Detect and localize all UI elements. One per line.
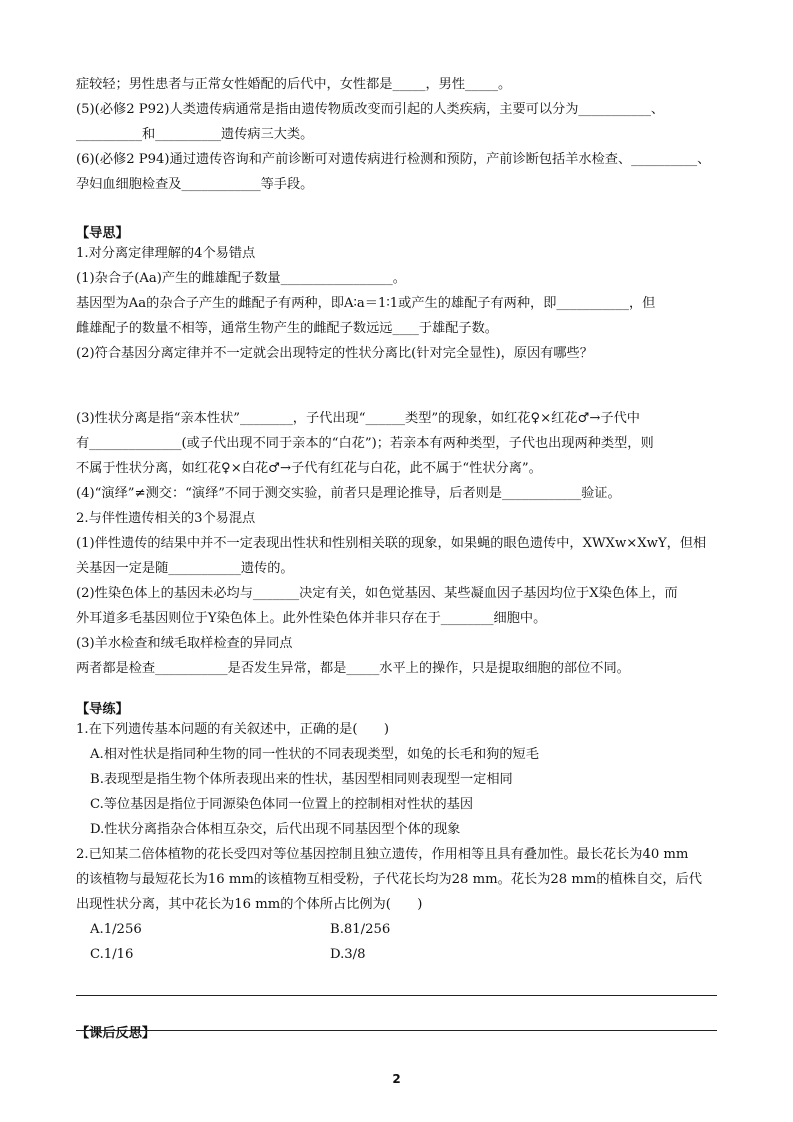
page-number: 2 (392, 1072, 401, 1086)
question-1-option-a: A.相对性状是指同种生物的同一性状的不同表现类型，如兔的长毛和狗的短毛 (90, 747, 539, 762)
reflection-line-2 (76, 1030, 717, 1031)
question-2-stem-b: 的该植物与最短花长为16 mm的该植物互相受粉，子代花长均为28 mm。花长为28 mm的植株自交，后代 (76, 872, 702, 887)
question-2-option-d: D.3/8 (330, 947, 366, 962)
daosi-item-2b: 外耳道多毛基因则位于Y染色体上。此外性染色体并非只存在于________细胞中。 (76, 611, 547, 626)
section-heading-daolian: 【导练】 (76, 702, 129, 717)
question-2-option-b: B.81/256 (330, 922, 391, 937)
intro-line-5: 孕妇血细胞检查及____________等手段。 (76, 177, 314, 192)
daosi-point-3c: 不属于性状分离，如红花♀×白花♂→子代有红花与白花，此不属于“性状分离”。 (76, 461, 542, 476)
question-1-option-c: C.等位基因是指位于同源染色体同一位置上的控制相对性状的基因 (90, 797, 474, 812)
section-heading-daosi: 【导思】 (76, 226, 129, 241)
question-2-stem-a: 2.已知某二倍体植物的花长受四对等位基因控制且独立遗传，作用相等且具有叠加性。最长花长为40 mm (76, 847, 689, 862)
question-2-option-c: C.1/16 (90, 947, 134, 962)
reflection-line-1 (76, 995, 717, 996)
intro-line-3: __________和__________遗传病三大类。 (76, 127, 314, 142)
daosi-item-1b: 关基因一定是随___________遗传的。 (76, 561, 294, 576)
daosi-point-3a: (3)性状分离是指“亲本性状”________，子代出现“______类型”的现象，如红花♀×红花♂→子代中 (76, 411, 640, 426)
daosi-point-2: (2)符合基因分离定律并不一定就会出现特定的性状分离比(针对完全显性)，原因有哪些？ (76, 346, 593, 361)
daosi-item-3-title: (3)羊水检查和绒毛取样检查的异同点 (76, 636, 293, 651)
daosi-subtitle-1: 1.对分离定律理解的4个易错点 (76, 246, 256, 261)
daosi-point-1b: 基因型为Aa的杂合子产生的雌配子有两种，即A∶a＝1∶1或产生的雄配子有两种，即___________，但 (76, 296, 656, 311)
question-1-option-d: D.性状分离指杂合体相互杂交，后代出现不同基因型个体的现象 (90, 822, 461, 837)
daosi-point-1c: 雌雄配子的数量不相等，通常生物产生的雌配子数远远____于雄配子数。 (76, 321, 498, 336)
intro-line-1: 症较轻；男性患者与正常女性婚配的后代中，女性都是_____，男性_____。 (76, 77, 512, 92)
question-1-option-b: B.表现型是指生物个体所表现出来的性状，基因型相同则表现型一定相同 (90, 772, 513, 787)
section-heading-fansi: 【课后反思】 (76, 1026, 156, 1041)
daosi-point-1a: (1)杂合子(Aa)产生的雌雄配子数量_________________。 (76, 271, 406, 286)
daosi-item-1a: (1)伴性遗传的结果中并不一定表现出性状和性别相关联的现象，如果蝇的眼色遗传中，XWXw×XwY，但相 (76, 536, 707, 551)
question-1-stem: 1.在下列遗传基本问题的有关叙述中，正确的是( ) (76, 722, 389, 737)
question-2-stem-c: 出现性状分离，其中花长为16 mm的个体所占比例为( ) (76, 897, 423, 912)
daosi-item-2a: (2)性染色体上的基因未必均与_______决定有关，如色觉基因、某些凝血因子基因均位于X染色体上，而 (76, 586, 678, 601)
daosi-point-4: (4)“演绎”≠测交：“演绎”不同于测交实验，前者只是理论推导，后者则是____________验证。 (76, 486, 621, 501)
intro-line-2: (5)(必修2 P92)人类遗传病通常是指由遗传物质改变而引起的人类疾病，主要可以分为___________、 (76, 102, 665, 117)
question-2-option-a: A.1/256 (90, 922, 142, 937)
daosi-point-3b: 有______________(或子代出现不同于亲本的“白花”)；若亲本有两种类型，子代也出现两种类型，则 (76, 436, 654, 451)
daosi-item-3-body: 两者都是检查___________是否发生异常，都是_____水平上的操作，只是提取细胞的部位不同。 (76, 661, 630, 676)
intro-line-4: (6)(必修2 P94)通过遗传咨询和产前诊断可对遗传病进行检测和预防，产前诊断包括羊水检查、__________、 (76, 152, 711, 167)
daosi-subtitle-2: 2.与伴性遗传相关的3个易混点 (76, 511, 256, 526)
